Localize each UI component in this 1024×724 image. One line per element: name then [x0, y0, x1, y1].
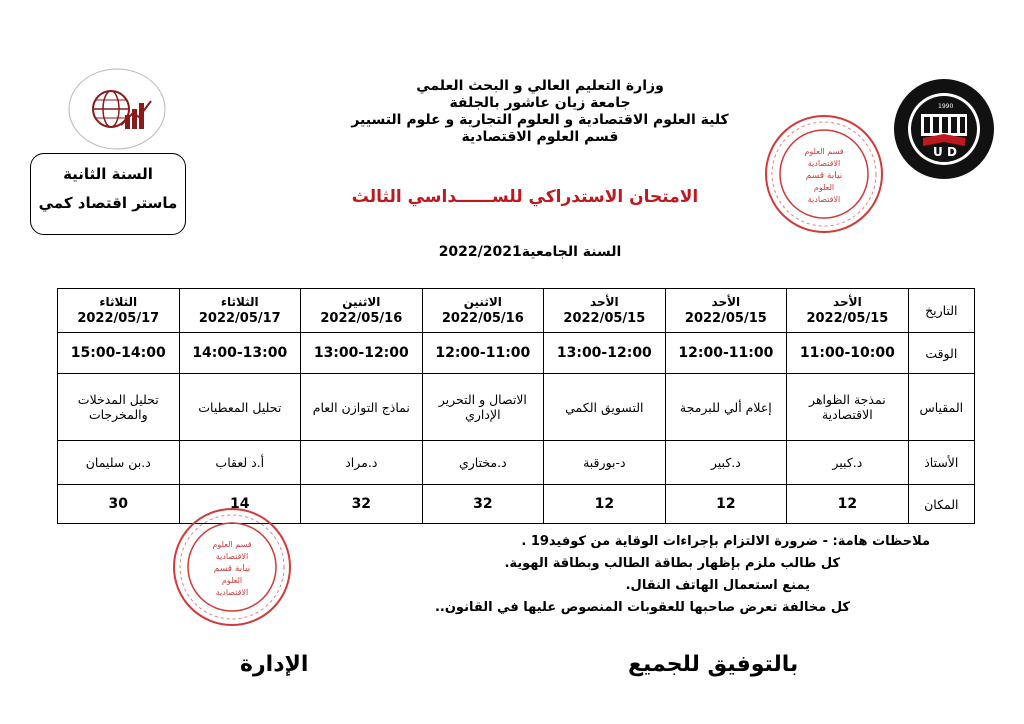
- room-cell: 12: [544, 485, 666, 524]
- subject-cell: تحليل المدخلات والمخرجات: [58, 374, 180, 441]
- note-item-1: ملاحظات هامة: - ضرورة الالتزام بإجراءات الوقاية من كوفيد19 .: [521, 534, 930, 549]
- row-label-date: التاريخ: [908, 289, 974, 333]
- date-cell: الأحد 2022/05/15: [787, 289, 909, 333]
- time-cell: 12:00-11:00: [665, 333, 787, 374]
- time-cell: 11:00-10:00: [787, 333, 909, 374]
- ministry-name: وزارة التعليم العالي و البحث العلمي: [416, 78, 664, 94]
- svg-text:الاقتصادية: الاقتصادية: [215, 588, 249, 597]
- row-label-professor: الأستاذ: [908, 441, 974, 485]
- level-program: ماستر اقتصاد كمي: [38, 194, 178, 212]
- note-item-3: يمنع استعمال الهاتف النقال.: [625, 578, 810, 593]
- table-row-professor: [58, 441, 975, 485]
- svg-text:الاقتصادية: الاقتصادية: [807, 195, 841, 204]
- department-name: قسم العلوم الاقتصادية: [461, 129, 619, 145]
- time-cell: 15:00-14:00: [58, 333, 180, 374]
- room-cell: 32: [301, 485, 423, 524]
- exam-title: الامتحان الاستدراكي للســــــداسي الثالث: [351, 187, 699, 207]
- department-stamp-bottom: [170, 505, 294, 629]
- time-cell: 12:00-11:00: [422, 333, 544, 374]
- university-logo: [893, 78, 995, 180]
- svg-text:نيابة قسم: نيابة قسم: [805, 171, 843, 181]
- svg-text:1990: 1990: [938, 103, 954, 110]
- subject-cell: الاتصال و التحرير الإداري: [422, 374, 544, 441]
- room-cell: 12: [665, 485, 787, 524]
- professor-cell: د.كبير: [787, 441, 909, 485]
- svg-text:U: U: [933, 145, 943, 159]
- faculty-logo: [65, 67, 169, 151]
- row-label-room: المكان: [908, 485, 974, 524]
- notes-section: [330, 531, 930, 619]
- professor-cell: أ.د لعقاب: [179, 441, 301, 485]
- date-cell: الثلاثاء 2022/05/17: [58, 289, 180, 333]
- level-year: السنة الثانية: [63, 165, 153, 183]
- svg-text:الاقتصادية: الاقتصادية: [215, 552, 249, 561]
- notes-heading: ملاحظات هامة:: [832, 534, 930, 549]
- room-cell: 12: [787, 485, 909, 524]
- professor-cell: د.مختاري: [422, 441, 544, 485]
- room-cell: 32: [422, 485, 544, 524]
- exam-schedule-table: [57, 288, 975, 524]
- date-cell: الأحد 2022/05/15: [544, 289, 666, 333]
- subject-cell: إعلام ألي للبرمجة: [665, 374, 787, 441]
- subject-cell: نمذجة الظواهر الاقتصادية: [787, 374, 909, 441]
- university-name: جامعة زيان عاشور بالجلفة: [449, 95, 631, 111]
- professor-cell: د.كبير: [665, 441, 787, 485]
- room-cell: 14: [179, 485, 301, 524]
- note-item-4: كل مخالفة تعرض صاحبها للعقوبات المنصوص عليها في القانون..: [434, 600, 850, 615]
- faculty-name: كلية العلوم الاقتصادية و العلوم التجارية و علوم التسيير: [351, 112, 729, 128]
- svg-text:D: D: [947, 145, 957, 159]
- svg-text:قسم العلوم: قسم العلوم: [212, 540, 252, 549]
- date-cell: الثلاثاء 2022/05/17: [179, 289, 301, 333]
- row-label-subject: المقياس: [908, 374, 974, 441]
- subject-cell: تحليل المعطيات: [179, 374, 301, 441]
- svg-text:قسم العلوم: قسم العلوم: [804, 147, 844, 156]
- department-stamp: [762, 112, 886, 236]
- academic-year: السنة الجامعية2022/2021: [438, 244, 622, 260]
- time-cell: 13:00-12:00: [301, 333, 423, 374]
- time-cell: 14:00-13:00: [179, 333, 301, 374]
- date-cell: الأحد 2022/05/15: [665, 289, 787, 333]
- subject-cell: نماذج التوازن العام: [301, 374, 423, 441]
- date-cell: الاثنين 2022/05/16: [301, 289, 423, 333]
- level-box: [30, 153, 186, 235]
- professor-cell: د-بورقبة: [544, 441, 666, 485]
- professor-cell: د.بن سليمان: [58, 441, 180, 485]
- row-label-time: الوقت: [908, 333, 974, 374]
- table-row-subject: [58, 374, 975, 441]
- closing-wish: بالتوفيق للجميع: [628, 652, 799, 677]
- time-cell: 13:00-12:00: [544, 333, 666, 374]
- administration-signature: الإدارة: [240, 652, 309, 677]
- note-item-2: كل طالب ملزم بإظهار بطاقة الطالب وبطاقة الهوية.: [504, 556, 840, 571]
- svg-text:الاقتصادية: الاقتصادية: [807, 159, 841, 168]
- svg-text:نيابة قسم: نيابة قسم: [213, 564, 251, 574]
- room-cell: 30: [58, 485, 180, 524]
- subject-cell: التسويق الكمي: [544, 374, 666, 441]
- professor-cell: د.مراد: [301, 441, 423, 485]
- institution-header: [330, 78, 750, 146]
- table-row-time: [58, 333, 975, 374]
- svg-text:العلوم: العلوم: [813, 183, 835, 192]
- date-cell: الاثنين 2022/05/16: [422, 289, 544, 333]
- table-row-date: [58, 289, 975, 333]
- svg-text:العلوم: العلوم: [221, 576, 243, 585]
